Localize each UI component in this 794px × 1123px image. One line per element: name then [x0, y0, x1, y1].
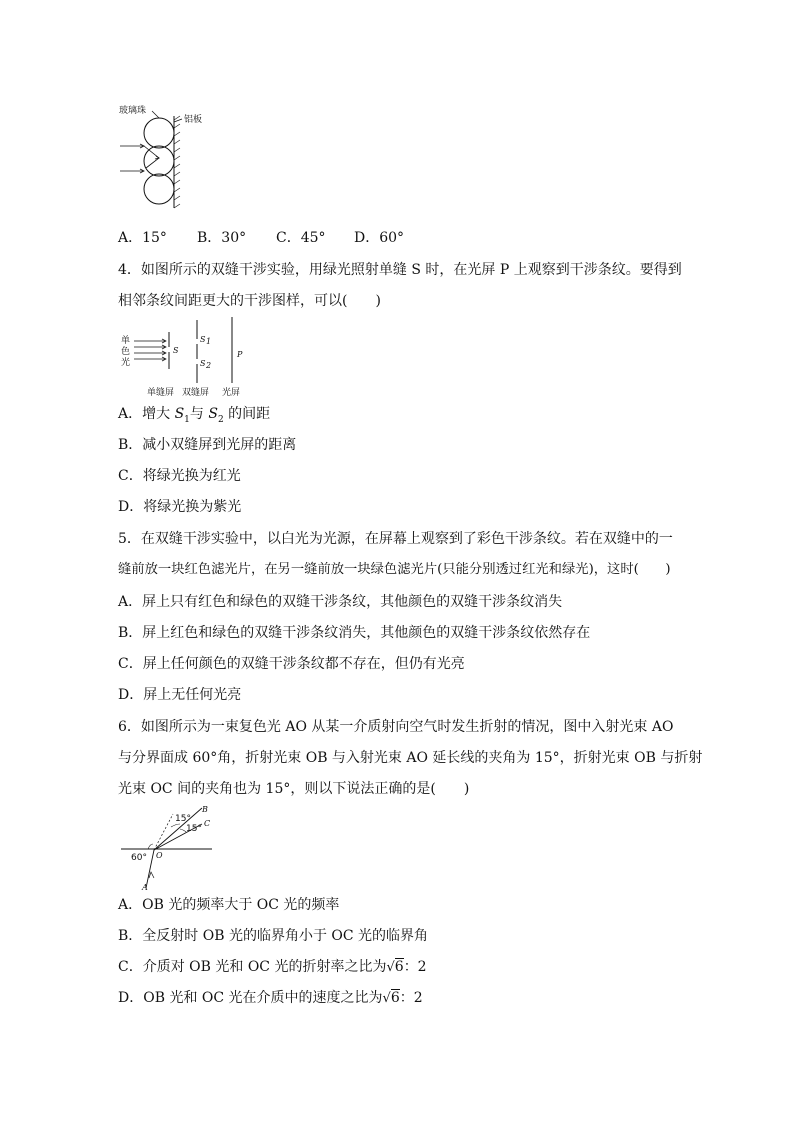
s1-symbol: S: [174, 406, 185, 422]
q6-option-b[interactable]: B．全反射时 OB 光的临界角小于 OC 光的临界角: [118, 928, 429, 944]
q4-option-d[interactable]: D．将绿光换为紫光: [118, 499, 242, 515]
q4-option-a-mid: 与: [189, 406, 209, 422]
q5-option-d[interactable]: D．屏上无任何光亮: [118, 687, 242, 703]
caption-screen: 光屏: [222, 388, 241, 398]
q5-stem-line2: 缝前放一块红色滤光片，在另一缝前放一块绿色滤光片(只能分别透过红光和绿光)，这时( ): [118, 562, 671, 577]
aluminum-plate-label: 铝板: [184, 115, 203, 125]
double-slit-figure: [118, 315, 258, 400]
q4-option-a-post: 的间距: [223, 406, 271, 422]
sqrt-icon: √: [386, 960, 395, 975]
ratio-tail: ：2: [399, 990, 423, 1006]
q4-option-a[interactable]: [118, 405, 270, 429]
q6-option-c[interactable]: [118, 958, 427, 977]
q6-option-c-text: C．介质对 OB 光和 OC 光的折射率之比为: [118, 959, 387, 975]
slit-s2-label: S: [200, 359, 206, 368]
caption-double-slit: 双缝屏: [182, 388, 210, 398]
angle-15-upper: 15°: [175, 814, 191, 824]
sqrt-radicand: 6: [394, 959, 404, 975]
q6-option-a[interactable]: A．OB 光的频率大于 OC 光的频率: [118, 897, 340, 913]
s1-sub: 1: [184, 414, 190, 425]
angle-15-lower: 15°: [186, 824, 202, 834]
q6-option-d[interactable]: [118, 989, 423, 1008]
q3-option-b[interactable]: B．30°: [197, 230, 247, 246]
q5-stem-line1: 5．在双缝干涉实验中，以白光为光源，在屏幕上观察到了彩色干涉条纹。若在双缝中的一: [118, 531, 673, 547]
screen-p-label: P: [237, 350, 243, 359]
q3-options: [118, 229, 404, 247]
slit-s2-subscript: 2: [206, 361, 212, 370]
q5-option-c[interactable]: C．屏上任何颜色的双缝干涉条纹都不存在，但仍有光亮: [118, 656, 465, 672]
slit-s1-label: S: [200, 335, 206, 344]
point-o-label: O: [156, 851, 163, 860]
ratio-tail: ：2: [403, 959, 427, 975]
sqrt-icon: √: [382, 991, 391, 1006]
light-char-3: 光: [121, 358, 131, 368]
ray-c-label: C: [204, 819, 211, 828]
caption-single-slit: 单缝屏: [147, 388, 175, 398]
ray-a-label: A: [142, 883, 148, 892]
q3-option-c[interactable]: C．45°: [276, 230, 326, 246]
q6-stem-line1: 6．如图所示为一束复色光 AO 从某一介质射向空气时发生折射的情况，图中入射光束 AO: [118, 719, 674, 735]
q4-option-a-text: A．增大: [118, 406, 175, 422]
q5-option-a[interactable]: A．屏上只有红色和绿色的双缝干涉条纹，其他颜色的双缝干涉条纹消失: [118, 594, 563, 610]
glass-bead-label: 玻璃珠: [119, 106, 147, 116]
angle-60: 60°: [131, 853, 147, 863]
q4-stem-line1: 4．如图所示的双缝干涉实验，用绿光照射单缝 S 时，在光屏 P 上观察到干涉条纹。要得到: [118, 262, 682, 278]
q4-option-b[interactable]: B．减小双缝屏到光屏的距离: [118, 437, 297, 453]
refraction-figure: [118, 802, 218, 892]
slit-s1-subscript: 1: [206, 337, 212, 346]
s2-symbol: S: [208, 406, 218, 422]
sqrt-radicand: 6: [390, 990, 400, 1006]
q5-option-b[interactable]: B．屏上红色和绿色的双缝干涉条纹消失，其他颜色的双缝干涉条纹依然存在: [118, 625, 591, 641]
slit-s-label: S: [173, 346, 179, 355]
q3-option-d[interactable]: D．60°: [354, 230, 405, 246]
ray-b-label: B: [202, 805, 208, 814]
light-char-2: 色: [121, 347, 131, 357]
glass-beads-figure: [116, 104, 216, 214]
light-char-1: 单: [121, 336, 131, 346]
q6-stem-line2: 与分界面成 60°角，折射光束 OB 与入射光束 AO 延长线的夹角为 15°，折射光束 OB 与折射: [118, 750, 703, 766]
q6-option-d-text: D．OB 光和 OC 光在介质中的速度之比为: [118, 990, 383, 1006]
q4-option-c[interactable]: C．将绿光换为红光: [118, 468, 241, 484]
q3-option-a[interactable]: A．15°: [118, 230, 167, 246]
s2-sub: 2: [217, 414, 224, 425]
q6-stem-line3: 光束 OC 间的夹角也为 15°，则以下说法正确的是( ): [118, 781, 470, 797]
q4-stem-line2: 相邻条纹间距更大的干涉图样，可以( ): [118, 293, 381, 309]
